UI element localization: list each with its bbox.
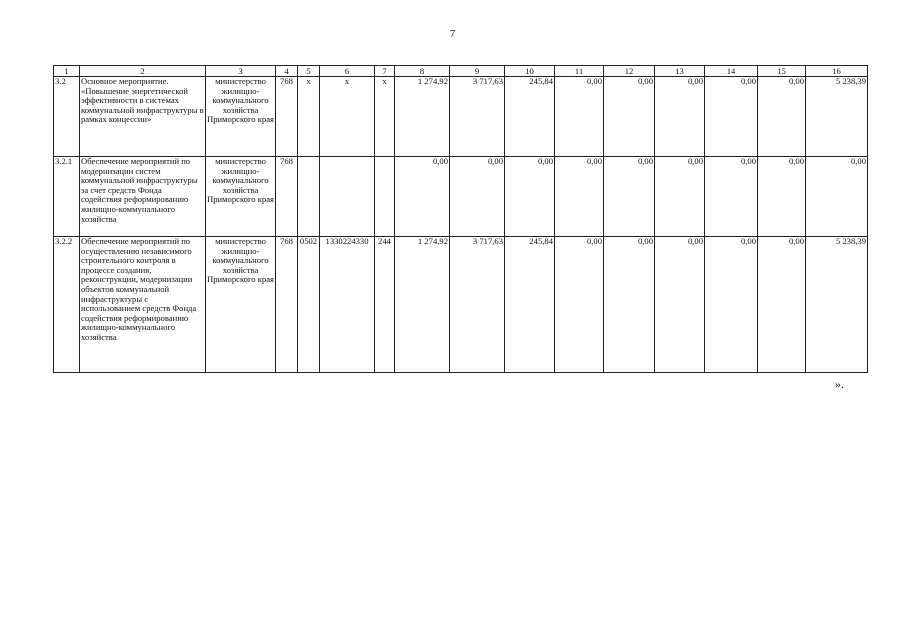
cell-col16: 5 238,39: [806, 237, 868, 373]
row-org: министерство жилищно-коммунального хозяйства Приморского края: [206, 77, 276, 157]
budget-table: [53, 65, 868, 373]
table-row: [54, 77, 868, 157]
cell-col12: 0,00: [604, 237, 655, 373]
header-cell: 12: [604, 66, 655, 77]
header-cell: 7: [375, 66, 395, 77]
cell-col15: 0,00: [758, 237, 806, 373]
row-code: 3.2.1: [54, 157, 80, 237]
cell-col11: 0,00: [555, 237, 604, 373]
cell-col8: 1 274,92: [395, 237, 450, 373]
row-org: министерство жилищно-коммунального хозяйства Приморского края: [206, 157, 276, 237]
header-cell: 11: [555, 66, 604, 77]
cell-col14: 0,00: [705, 237, 758, 373]
cell-col16: 0,00: [806, 157, 868, 237]
header-row: [54, 66, 868, 77]
cell-col10: 245,84: [505, 77, 555, 157]
row-name: Основное мероприятие. «Повышение энергетической эффективности в системах коммунальной инфраструктуры в рамках концессии»: [80, 77, 206, 157]
header-cell: 6: [320, 66, 375, 77]
cell-col9: 0,00: [450, 157, 505, 237]
row-code: 3.2: [54, 77, 80, 157]
header-cell: 9: [450, 66, 505, 77]
cell-col8: 0,00: [395, 157, 450, 237]
cell-col5: [298, 157, 320, 237]
header-cell: 2: [80, 66, 206, 77]
cell-col7: х: [375, 77, 395, 157]
cell-col15: 0,00: [758, 157, 806, 237]
header-cell: 16: [806, 66, 868, 77]
cell-col13: 0,00: [655, 77, 705, 157]
header-cell: 10: [505, 66, 555, 77]
cell-col13: 0,00: [655, 157, 705, 237]
cell-col14: 0,00: [705, 77, 758, 157]
header-cell: 14: [705, 66, 758, 77]
header-cell: 13: [655, 66, 705, 77]
cell-col4: 768: [276, 237, 298, 373]
row-org: министерство жилищно-коммунального хозяйства Приморского края: [206, 237, 276, 373]
cell-col13: 0,00: [655, 237, 705, 373]
cell-col9: 3 717,63: [450, 237, 505, 373]
cell-col11: 0,00: [555, 157, 604, 237]
cell-col7: [375, 157, 395, 237]
row-name: Обеспечение мероприятий по модернизации систем коммунальной инфраструктуры за счет средств Фонда содействия реформированию жилищно-коммунального хозяйства: [80, 157, 206, 237]
cell-col14: 0,00: [705, 157, 758, 237]
cell-col7: 244: [375, 237, 395, 373]
cell-col9: 3 717,63: [450, 77, 505, 157]
header-cell: 4: [276, 66, 298, 77]
cell-col6: [320, 157, 375, 237]
header-cell: 5: [298, 66, 320, 77]
cell-col12: 0,00: [604, 77, 655, 157]
page-number: 7: [449, 28, 456, 40]
cell-col6: 1330224330: [320, 237, 375, 373]
cell-col15: 0,00: [758, 77, 806, 157]
table-row: [54, 157, 868, 237]
cell-col5: х: [298, 77, 320, 157]
cell-col16: 5 238,39: [806, 77, 868, 157]
header-cell: 15: [758, 66, 806, 77]
table-row: [54, 237, 868, 373]
header-cell: 8: [395, 66, 450, 77]
cell-col8: 1 274,92: [395, 77, 450, 157]
closing-quote-mark: ».: [835, 377, 844, 391]
row-name: Обеспечение мероприятий по осуществлению независимого строительного контроля в процессе создания, реконструкции, модернизации объектов коммунальной инфраструктуры с использованием средств Фонда содействия реформированию жилищно-коммунального хозяйства: [80, 237, 206, 373]
cell-col4: 768: [276, 157, 298, 237]
cell-col5: 0502: [298, 237, 320, 373]
header-cell: 1: [54, 66, 80, 77]
header-cell: 3: [206, 66, 276, 77]
row-code: 3.2.2: [54, 237, 80, 373]
cell-col12: 0,00: [604, 157, 655, 237]
cell-col10: 0,00: [505, 157, 555, 237]
cell-col11: 0,00: [555, 77, 604, 157]
cell-col4: 768: [276, 77, 298, 157]
cell-col6: х: [320, 77, 375, 157]
cell-col10: 245,84: [505, 237, 555, 373]
